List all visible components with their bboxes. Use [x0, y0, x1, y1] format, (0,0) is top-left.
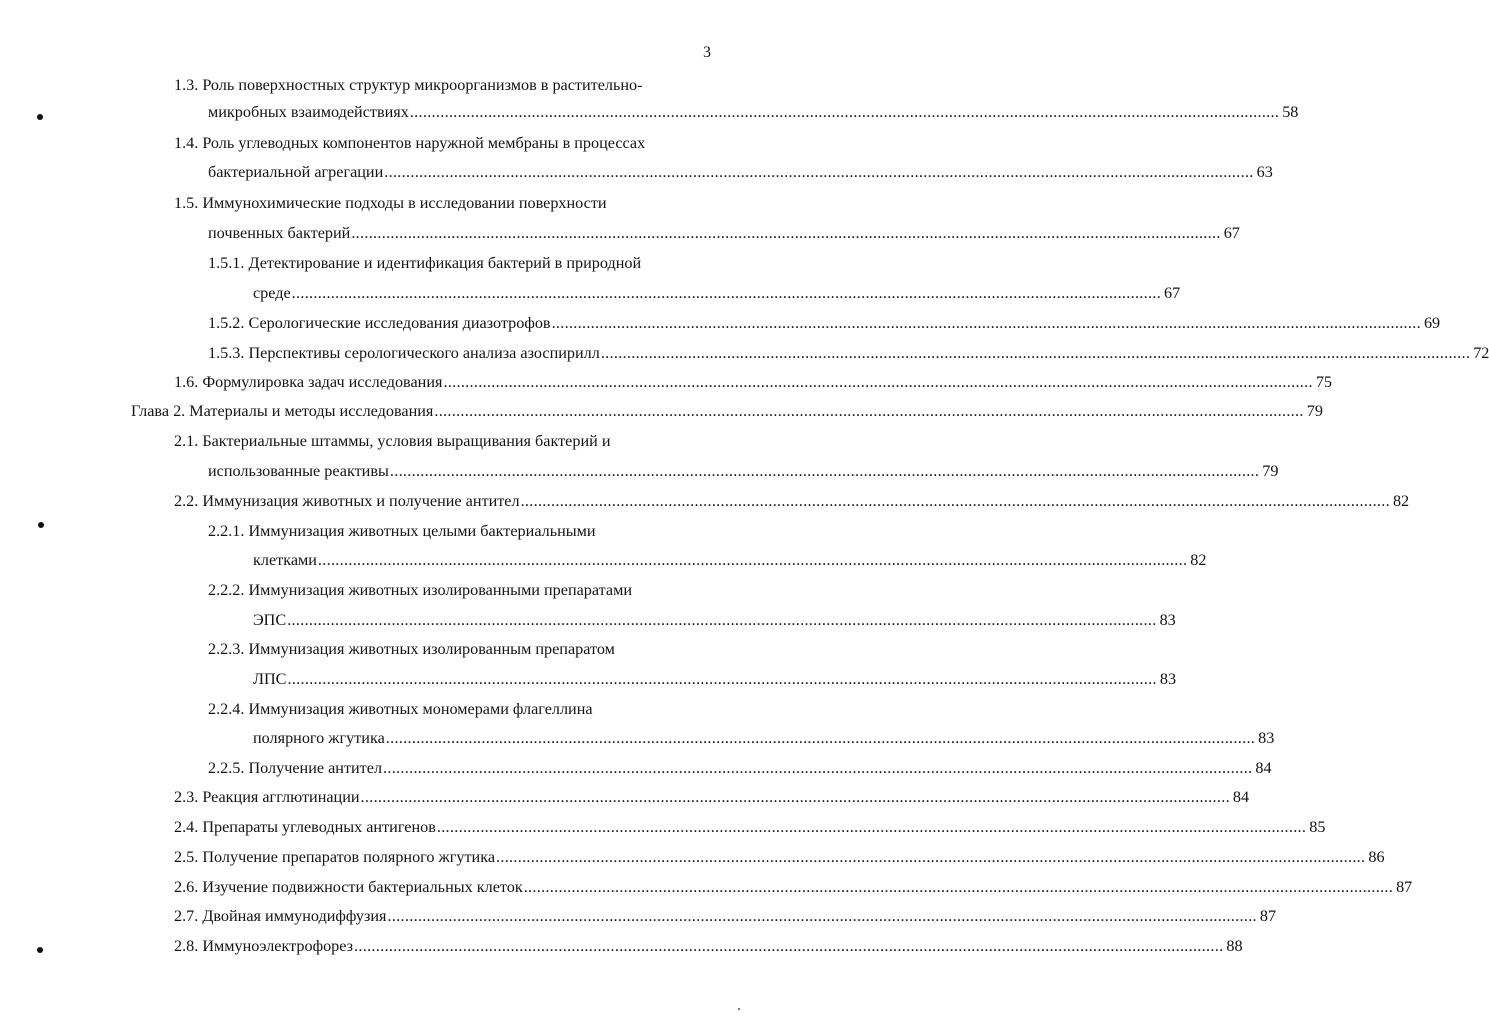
dot-leader: ........................................................................................................................................................................................................	[351, 224, 1221, 242]
toc-entry-page: 83	[1258, 729, 1275, 747]
dot-leader: ........................................................................................................................................................................................................	[409, 103, 1280, 121]
dot-leader: ........................................................................................................................................................................................................	[287, 611, 1157, 629]
toc-entry-1-5-1[interactable]	[253, 282, 1181, 304]
toc-entry-page: 84	[1232, 788, 1250, 806]
toc-entry-label: почвенных бактерий	[208, 224, 351, 242]
toc-entry-page: 87	[1396, 878, 1413, 896]
toc-entry-1-5-line-1: 1.5. Иммунохимические подходы в исследовании поверхности	[174, 194, 607, 212]
toc-entry-2-2-4[interactable]	[253, 727, 1275, 749]
toc-entry-label: 1.5.3. Перспективы серологического анализа азоспирилл	[208, 344, 600, 362]
toc-entry-label: 2.8. Иммуноэлектрофорез	[174, 937, 354, 955]
toc-entry-label: 2.4. Препараты углеводных антигенов	[174, 818, 436, 836]
toc-entry-page: 67	[1164, 284, 1181, 302]
toc-entry-1-3-line-1: 1.3. Роль поверхностных структур микроорганизмов в растительно-	[174, 76, 643, 94]
dot-leader: ........................................................................................................................................................................................................	[600, 344, 1471, 362]
toc-entry-chapter-2[interactable]	[131, 400, 1323, 422]
punch-hole-dot	[37, 947, 43, 953]
toc-entry-2-2-1-line-1: 2.2.1. Иммунизация животных целыми бактериальными	[208, 522, 596, 540]
dot-leader: ........................................................................................................................................................................................................	[387, 907, 1257, 925]
dot-leader: ........................................................................................................................................................................................................	[360, 788, 1230, 806]
dot-leader: ........................................................................................................................................................................................................	[317, 551, 1188, 569]
toc-entry-1-3[interactable]	[208, 101, 1299, 123]
toc-entry-label: 2.3. Реакция агглютинации	[174, 788, 360, 806]
toc-entry-2-3[interactable]	[174, 786, 1250, 808]
dot-leader: ........................................................................................................................................................................................................	[291, 284, 1162, 302]
dot-leader: ........................................................................................................................................................................................................	[443, 373, 1313, 391]
toc-entry-2-2-1[interactable]	[253, 549, 1207, 571]
toc-entry-label: 2.5. Получение препаратов полярного жгутика	[174, 848, 495, 866]
toc-entry-2-2-3-line-1: 2.2.3. Иммунизация животных изолированным препаратом	[208, 640, 615, 658]
toc-entry-label: 2.2.5. Получение антител	[208, 759, 383, 777]
toc-entry-page: 63	[1256, 163, 1273, 181]
toc-entry-label: 2.2. Иммунизация животных и получение антител	[174, 492, 520, 510]
toc-entry-page: 86	[1368, 848, 1385, 866]
toc-entry-label: 2.6. Изучение подвижности бактериальных клеток	[174, 878, 523, 896]
toc-entry-1-6[interactable]	[174, 371, 1333, 393]
toc-entry-2-2-4-line-1: 2.2.4. Иммунизация животных мономерами флагеллина	[208, 700, 593, 718]
dot-leader: ........................................................................................................................................................................................................	[389, 462, 1260, 480]
toc-entry-2-5[interactable]	[174, 846, 1385, 868]
dot-leader: ........................................................................................................................................................................................................	[434, 402, 1304, 420]
toc-entry-label: среде	[253, 284, 291, 302]
dot-leader: ........................................................................................................................................................................................................	[520, 492, 1390, 510]
toc-entry-page: 83	[1159, 670, 1177, 688]
toc-entry-2-2-2-line-1: 2.2.2. Иммунизация животных изолированными препаратами	[208, 581, 633, 599]
toc-entry-1-5-1-line-1: 1.5.1. Детектирование и идентификация бактерий в природной	[208, 254, 642, 272]
toc-entry-1-4-line-1: 1.4. Роль углеводных компонентов наружной мембраны в процессах	[174, 134, 646, 152]
toc-entry-2-1-line-1: 2.1. Бактериальные штаммы, условия выращивания бактерий и	[174, 432, 611, 450]
page-number: 3	[703, 44, 711, 61]
toc-entry-page: 87	[1259, 907, 1277, 925]
toc-entry-2-2-3[interactable]	[253, 668, 1177, 690]
toc-entry-page: 58	[1282, 103, 1299, 121]
toc-entry-2-2[interactable]	[174, 490, 1410, 512]
toc-entry-label: 1.6. Формулировка задач исследования	[174, 373, 443, 391]
toc-entry-label: ЛПС	[253, 670, 287, 688]
toc-entry-label: микробных взаимодействиях	[208, 103, 409, 121]
toc-entry-page: 88	[1226, 937, 1243, 955]
toc-entry-label: бактериальной агрегации	[208, 163, 384, 181]
dot-leader: ........................................................................................................................................................................................................	[551, 314, 1421, 332]
toc-entry-page: 82	[1190, 551, 1207, 569]
dot-leader: ........................................................................................................................................................................................................	[436, 818, 1307, 836]
toc-entry-1-5-2[interactable]	[208, 312, 1441, 334]
toc-entry-label: ЭПС	[253, 611, 287, 629]
toc-entry-label: использованные реактивы	[208, 462, 389, 480]
toc-entry-page: 79	[1262, 462, 1279, 480]
scan-speck	[738, 1008, 740, 1010]
dot-leader: ........................................................................................................................................................................................................	[354, 937, 1224, 955]
toc-entry-1-4[interactable]	[208, 161, 1273, 183]
toc-entry-label: полярного жгутика	[253, 729, 385, 747]
toc-entry-page: 79	[1306, 402, 1323, 420]
toc-entry-label: Глава 2. Материалы и методы исследования	[131, 402, 434, 420]
toc-entry-page: 82	[1392, 492, 1410, 510]
dot-leader: ........................................................................................................................................................................................................	[384, 163, 1254, 181]
toc-entry-page: 84	[1255, 759, 1272, 777]
toc-entry-2-8[interactable]	[174, 935, 1243, 957]
dot-leader: ........................................................................................................................................................................................................	[383, 759, 1253, 777]
dot-leader: ........................................................................................................................................................................................................	[496, 848, 1366, 866]
toc-entry-2-2-2[interactable]	[253, 609, 1176, 631]
toc-entry-page: 75	[1315, 373, 1333, 391]
dot-leader: ........................................................................................................................................................................................................	[385, 729, 1256, 747]
toc-entry-label: 1.5.2. Серологические исследования диазотрофов	[208, 314, 551, 332]
toc-entry-page: 72	[1473, 344, 1489, 362]
toc-entry-label: 2.7. Двойная иммунодиффузия	[174, 907, 387, 925]
punch-hole-dot	[38, 522, 44, 528]
toc-entry-page: 67	[1223, 224, 1240, 242]
toc-entry-label: клетками	[253, 551, 317, 569]
dot-leader: ........................................................................................................................................................................................................	[287, 670, 1157, 688]
toc-entry-page: 85	[1309, 818, 1326, 836]
toc-entry-2-7[interactable]	[174, 905, 1277, 927]
toc-entry-2-1[interactable]	[208, 460, 1279, 482]
punch-hole-dot	[37, 114, 43, 120]
toc-entry-2-6[interactable]	[174, 876, 1413, 898]
toc-entry-1-5-3[interactable]	[208, 342, 1489, 364]
toc-entry-2-2-5[interactable]	[208, 757, 1272, 779]
toc-entry-2-4[interactable]	[174, 816, 1326, 838]
toc-entry-1-5[interactable]	[208, 222, 1240, 244]
toc-entry-page: 69	[1423, 314, 1441, 332]
dot-leader: ........................................................................................................................................................................................................	[523, 878, 1394, 896]
toc-entry-page: 83	[1159, 611, 1176, 629]
